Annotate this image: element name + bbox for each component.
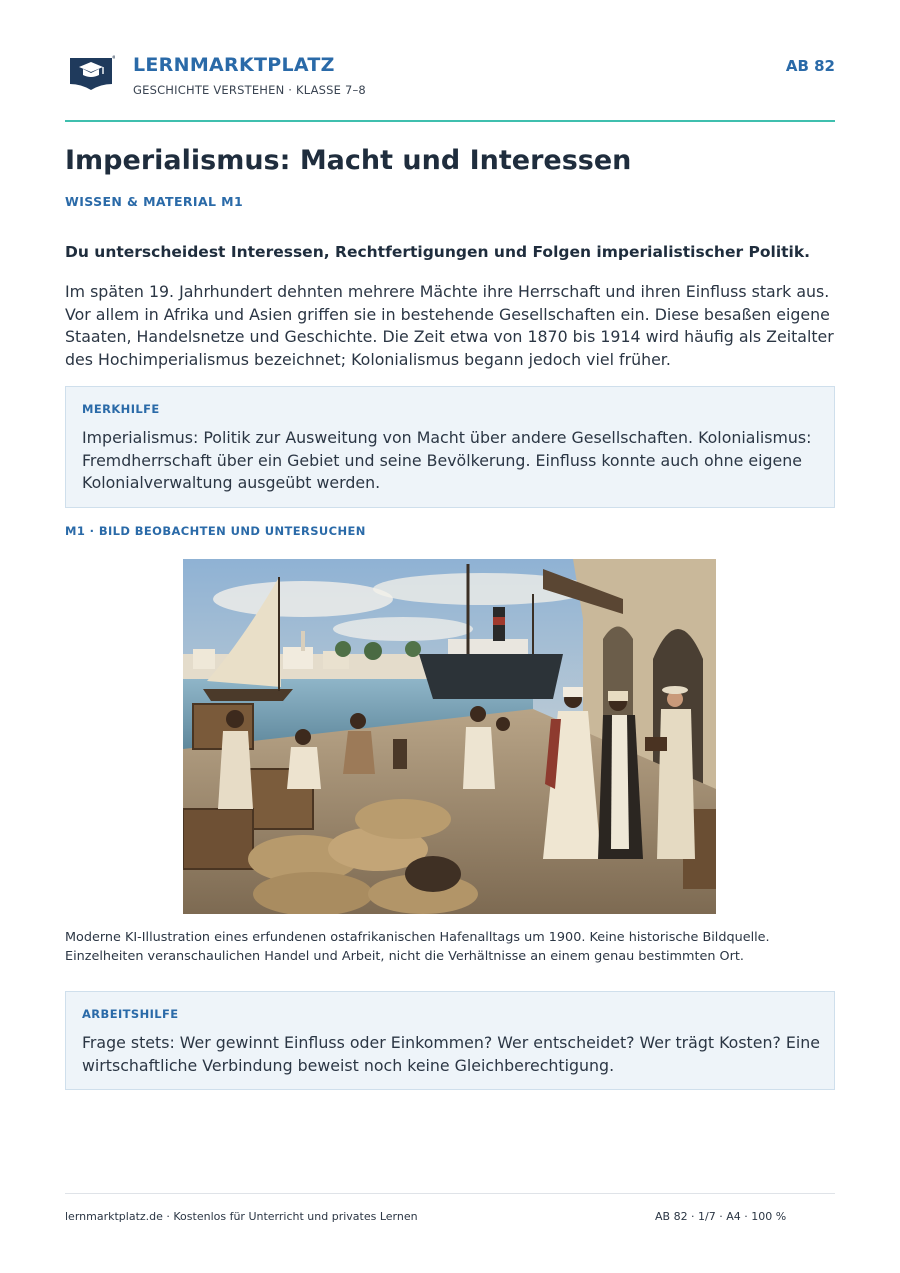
learning-goal: Du unterscheidest Interessen, Rechtfertigungen und Folgen imperialistischer Politik. <box>65 243 811 261</box>
sheet-id: AB 82 <box>785 57 835 75</box>
merkhilfe-label: MERKHILFE <box>82 402 160 416</box>
page-title: Imperialismus: Macht und Interessen <box>65 145 632 176</box>
harbor-illustration <box>183 559 716 914</box>
arbeitshilfe-box <box>65 991 835 1090</box>
merkhilfe-text: Imperialismus: Politik zur Ausweitung von Macht über andere Gesellschaften. Kolonialismus: Fremdherrschaft über ein Gebiet und seine Bevölkerung. Einfluss konnte auch ohne eigene Kolonialverwaltung ausgeübt werden. <box>82 428 812 492</box>
arbeitshilfe-text: Frage stets: Wer gewinnt Einfluss oder Einkommen? Wer entscheidet? Wer trägt Kosten? Eine wirtschaftliche Verbindung beweist noch keine Gleichberechtigung. <box>82 1033 820 1075</box>
material-label: M1 · BILD BEOBACHTEN UND UNTERSUCHEN <box>65 524 366 538</box>
brand-name: LERNMARKTPLATZ <box>133 54 335 76</box>
brand-subtitle: GESCHICHTE VERSTEHEN · KLASSE 7–8 <box>133 83 366 97</box>
illustration-caption: Moderne KI-Illustration eines erfundenen ostafrikanischen Hafenalltags um 1900. Keine historische Bildquelle. Einzelheiten veranschaulichen Handel und Arbeit, nicht die Verhältnisse an einem genau bestimmten Ort. <box>65 930 770 964</box>
header-divider <box>65 120 835 122</box>
footer-divider <box>65 1193 835 1194</box>
merkhilfe-box <box>65 386 835 508</box>
intro-paragraph: Im späten 19. Jahrhundert dehnten mehrere Mächte ihre Herrschaft und ihren Einfluss stark aus. Vor allem in Afrika und Asien griffen sie in bestehende Gesellschaften ein. Diese besaßen eigene Staaten, Handelsnetze und Geschichte. Die Zeit etwa von 1870 bis 1914 wird häufig als Zeitalter des Hochimperialismus bezeichnet; Kolonialismus begann jedoch viel früher. <box>65 282 834 369</box>
footer-site-note: lernmarktplatz.de · Kostenlos für Unterricht und privates Lernen <box>65 1210 418 1223</box>
graduation-cap-book-icon <box>67 54 115 94</box>
section-kicker: WISSEN & MATERIAL M1 <box>65 194 244 209</box>
footer-page-info: AB 82 · 1/7 · A4 · 100 % <box>655 1210 787 1223</box>
arbeitshilfe-label: ARBEITSHILFE <box>82 1007 179 1021</box>
page-header <box>65 50 835 110</box>
